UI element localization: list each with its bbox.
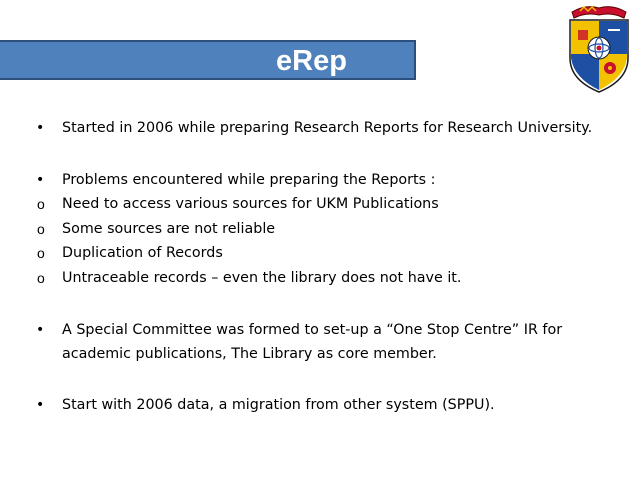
- sub-bullet-marker: o: [37, 221, 45, 237]
- bullet-marker: •: [36, 397, 45, 413]
- sub-bullet-text: Untraceable records – even the library does not have it.: [62, 270, 462, 286]
- sub-bullet-text: Duplication of Records: [62, 245, 223, 261]
- bullet-text-continuation: academic publications, The Library as core member.: [62, 346, 437, 362]
- sub-bullet-marker: o: [37, 245, 45, 261]
- slide-title: eRep: [276, 45, 347, 77]
- bullet-marker: •: [36, 172, 45, 188]
- bullet-marker: •: [36, 322, 45, 338]
- bullet-text: Started in 2006 while preparing Research Reports for Research University.: [62, 120, 593, 136]
- bullet-text: A Special Committee was formed to set-up a “One Stop Centre” IR for: [62, 322, 563, 338]
- sub-bullet-text: Need to access various sources for UKM Publications: [62, 196, 439, 212]
- sub-bullet-text: Some sources are not reliable: [62, 221, 276, 237]
- bullet-text: Start with 2006 data, a migration from other system (SPPU).: [62, 397, 495, 413]
- bullet-text: Problems encountered while preparing the Reports :: [62, 172, 436, 188]
- university-crest-icon: [566, 2, 632, 94]
- sub-bullet-marker: o: [37, 270, 45, 286]
- title-bar: [0, 40, 416, 80]
- sub-bullet-marker: o: [37, 196, 45, 212]
- bullet-marker: •: [36, 120, 45, 136]
